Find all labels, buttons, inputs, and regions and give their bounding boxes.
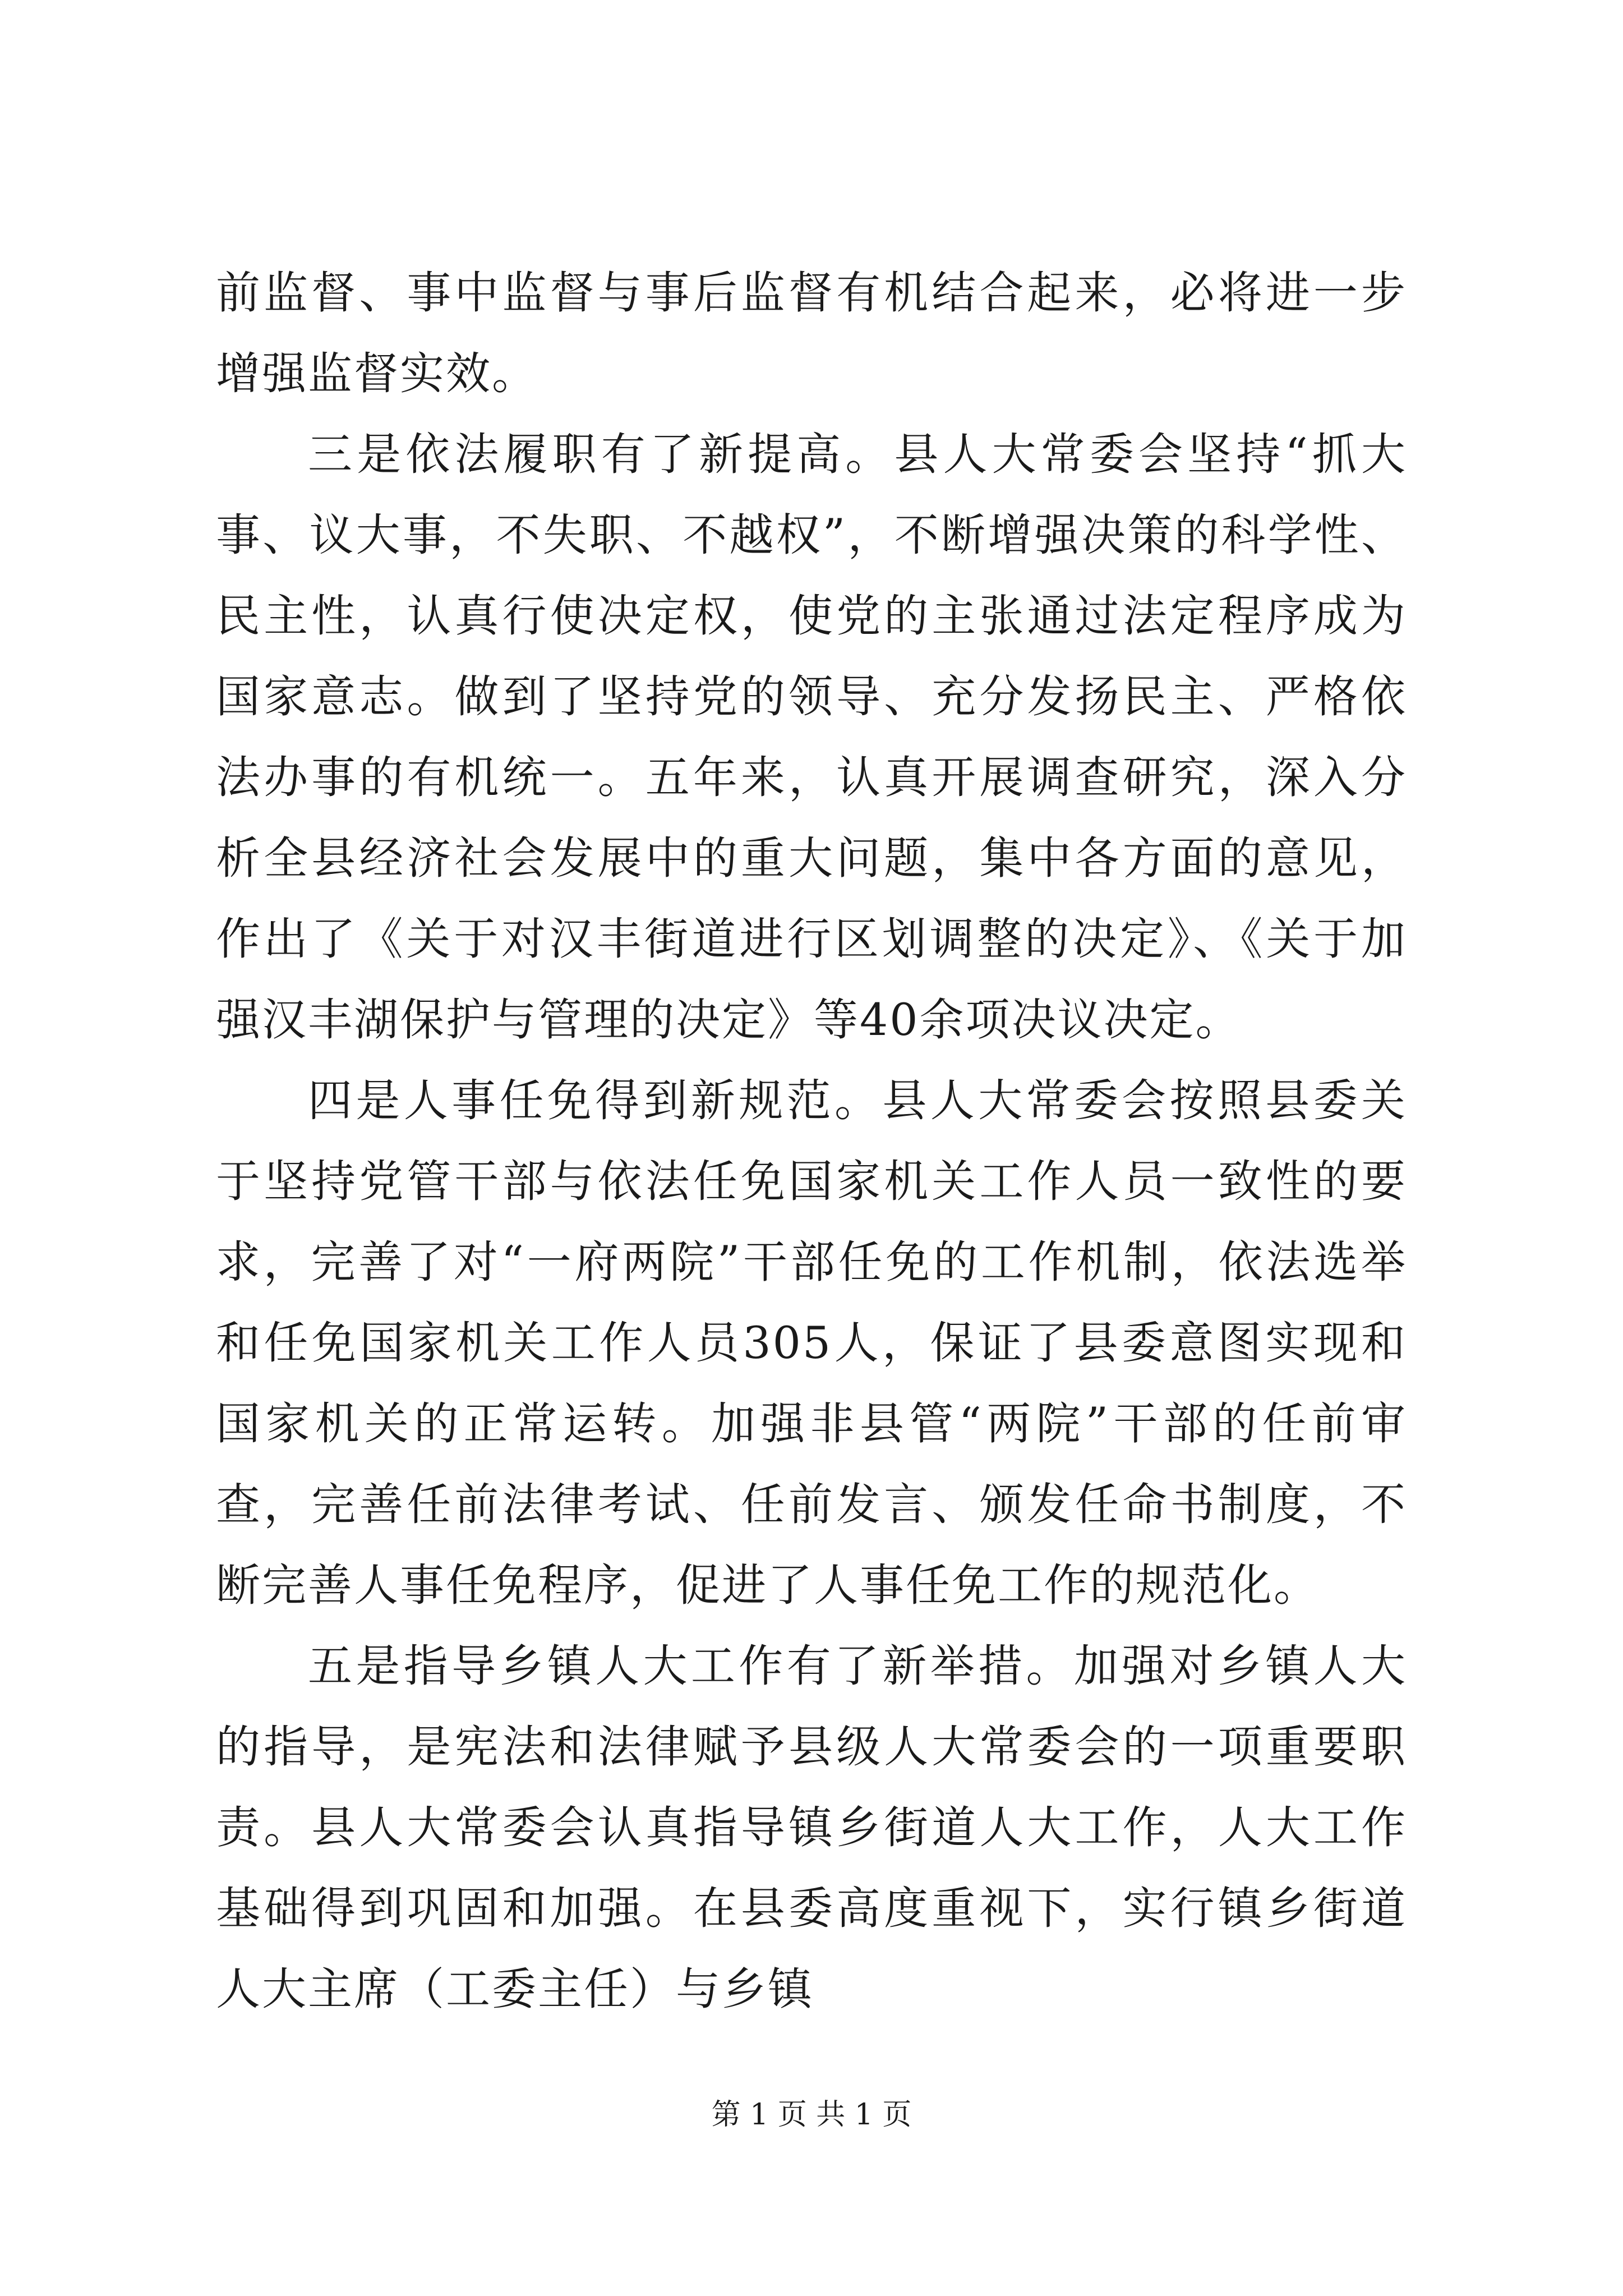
paragraph-point-four: 四是人事任免得到新规范。县人大常委会按照县委关于坚持党管干部与依法任免国家机关工作人员一致性的要求，完善了对“一府两院”干部任免的工作机制，依法选举和任免国家机关工作人员305人，保证了县委意图实现和国家机关的正常运转。加强非县管“两院”干部的任前审查，完善任前法律考试、任前发言、颁发任命书制度，不断完善人事任免程序，促进了人事任免工作的规范化。 bbox=[216, 1075, 1407, 1611]
paragraph-point-five: 五是指导乡镇人大工作有了新举措。加强对乡镇人大的指导，是宪法和法律赋予县级人大常委会的一项重要职责。县人大常委会认真指导镇乡街道人大工作，人大工作基础得到巩固和加强。在县委高度重视下，实行镇乡街道人大主席（工委主任）与乡镇 bbox=[216, 1640, 1407, 2015]
paragraph-point-three: 三是依法履职有了新提高。县人大常委会坚持“抓大事、议大事，不失职、不越权”，不断增强决策的科学性、民主性，认真行使决定权，使党的主张通过法定程序成为国家意志。做到了坚持党的领导、充分发扬民主、严格依法办事的有机统一。五年来，认真开展调查研究，深入分析全县经济社会发展中的重大问题，集中各方面的意见，作出了《关于对汉丰街道进行区划调整的决定》、《关于加强汉丰湖保护与管理的决定》等40余项决议决定。 bbox=[216, 429, 1407, 1046]
page-footer: 第 1 页 共 1 页 bbox=[711, 2098, 912, 2132]
document-body bbox=[216, 252, 1407, 2030]
paragraph-continuation: 前监督、事中监督与事后监督有机结合起来，必将进一步增强监督实效。 bbox=[216, 267, 1407, 399]
